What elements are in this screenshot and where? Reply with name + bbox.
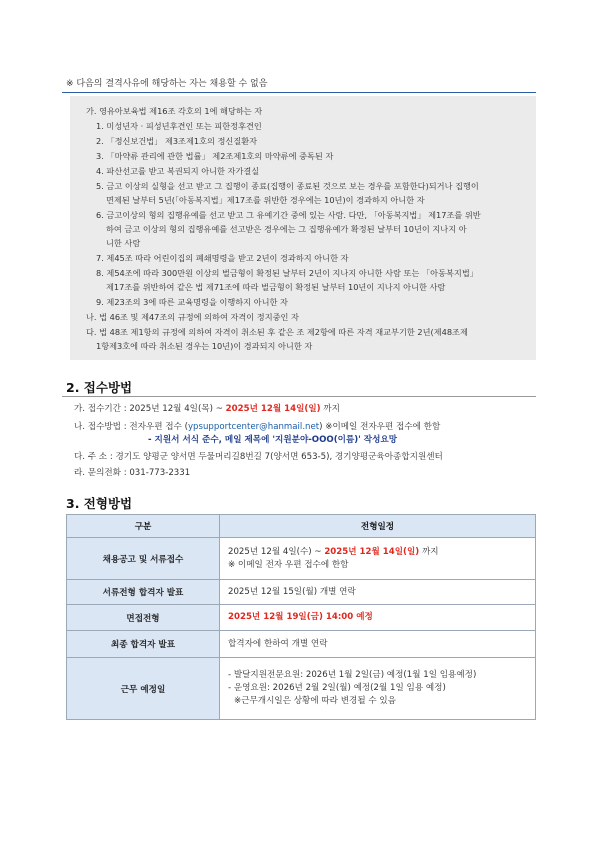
disqualify-line: 4. 파산선고를 받고 복권되지 아니한 자가결실 xyxy=(96,166,260,176)
disqualify-line: 면제된 날부터 5년(「아동복지법」제17조를 위반한 경우에는 10년)이 경과하지 아니한 자 xyxy=(106,195,425,205)
application-note: ※ 이메일 전자 우편 접수에 한함 xyxy=(228,559,349,570)
disqualify-line: 1항제3호에 따라 취소된 경우는 10년)이 경과되지 아니한 자 xyxy=(96,341,313,351)
table-row xyxy=(67,580,536,605)
disqualify-line: 7. 제45조 따라 어린이집의 폐쇄명령을 받고 2년이 경과하지 아니한 자 xyxy=(96,253,349,263)
receipt-period xyxy=(74,402,340,414)
disqualify-line: 제17조를 위반하여 같은 법 제71조에 따라 벌금형이 확정된 날부터 10년이 지나지 아니한 사람 xyxy=(106,282,446,292)
receipt-period-tail: 까지 xyxy=(320,404,340,414)
receipt-method-tail: ) ※이메일 전자우편 접수에 한함 xyxy=(319,422,441,432)
table-row xyxy=(67,538,536,580)
row-value-final-result: 합격자에 한하여 개별 연락 xyxy=(220,631,536,658)
start-date-line: - 운영요원: 2026년 2월 2일(월) 예정(2월 1일 임용 예정) xyxy=(228,683,446,693)
disqualify-line: 5. 금고 이상의 실형을 선고 받고 그 집행이 종료(집행이 종료된 것으로 보는 경우를 포함한다)되거나 집행이 xyxy=(96,181,479,191)
table-header-category: 구분 xyxy=(67,515,220,538)
application-tail: 까지 xyxy=(419,546,439,557)
disqualify-line: 가. 영유아보육법 제16조 각호의 1에 해당하는 자 xyxy=(86,106,263,116)
receipt-method xyxy=(74,420,440,432)
disqualify-line: 8. 제54조에 따라 300만원 이상의 벌금형이 확정된 날부터 2년이 지나지 아니한 사람 또는 「아동복지법」 xyxy=(96,268,478,278)
receipt-period-end: 2025년 12월 14일(일) xyxy=(225,404,321,414)
address: 다. 주 소 : 경기도 양평군 양서면 두물머리길8번길 7(양서면 653-5), 경기양평군육아종합지원센터 xyxy=(74,452,443,462)
top-divider xyxy=(62,92,536,93)
row-label-final-result: 최종 합격자 발표 xyxy=(67,631,220,658)
disqualify-line: 니한 사람 xyxy=(106,238,141,248)
disqualify-line: 다. 법 48조 제1항의 규정에 의하여 자격이 취소된 후 같은 조 제2항에 따른 자격 재교부기한 2년(제48조제 xyxy=(86,327,468,337)
row-label-start-date: 근무 예정일 xyxy=(67,658,220,720)
row-value-interview: 2025년 12월 19일(금) 14:00 예정 xyxy=(220,605,536,631)
disqualify-line: 9. 제23조의 3에 따른 교육명령을 이행하지 아니한 자 xyxy=(96,297,288,307)
disqualification-note: ※ 다음의 결격사유에 해당하는 자는 채용할 수 없음 xyxy=(66,79,268,89)
contact-phone: 라. 문의전화 : 031-773-2331 xyxy=(74,468,191,478)
disqualify-line: 하여 금고 이상의 형의 집행유예를 선고받은 경우에는 그 집행유예가 확정된 날부터 10년이 지나지 아 xyxy=(106,224,467,234)
application-end: 2025년 12월 14일(일) xyxy=(324,546,420,557)
table-row xyxy=(67,658,536,720)
row-label-application: 채용공고 및 서류접수 xyxy=(67,538,220,580)
table-header-schedule: 전형일정 xyxy=(220,515,536,538)
schedule-table xyxy=(66,514,536,720)
disqualify-line: 6. 금고이상의 형의 집행유예를 선고 받고 그 유예기간 중에 있는 사람. 다만, 「아동복지법」 제17조를 위반 xyxy=(96,210,481,220)
disqualification-box xyxy=(70,96,536,360)
table-header-row xyxy=(67,515,536,538)
application-period xyxy=(228,546,535,559)
row-label-doc-result: 서류전형 합격자 발표 xyxy=(67,580,220,605)
disqualify-line: 나. 법 46조 및 제47조의 규정에 의하여 자격이 정지중인 자 xyxy=(86,312,299,322)
row-label-interview: 면접전형 xyxy=(67,605,220,631)
row-value-application xyxy=(220,538,536,580)
section3-title: 3. 전형방법 xyxy=(66,496,133,511)
start-date-note: ※근무개시일은 상황에 따라 변경될 수 있음 xyxy=(234,696,396,706)
receipt-method-note: - 지원서 서식 준수, 메일 제목에 '지원분야-OOO(이름)' 작성요망 xyxy=(148,435,398,445)
table-row xyxy=(67,631,536,658)
application-start: 2025년 12월 4일(수) ~ xyxy=(228,546,325,557)
disqualify-line: 1. 미성년자 · 피성년후견인 또는 피한정후견인 xyxy=(96,121,262,131)
section2-title: 2. 접수방법 xyxy=(66,380,133,395)
disqualify-line: 3. 「마약류 관리에 관한 법률」 제2조제1호의 마약류에 중독된 자 xyxy=(96,151,334,161)
receipt-period-start: 2025년 12월 4일(목) ~ xyxy=(129,404,226,414)
start-date-line: - 발달지원전문요원: 2026년 1월 2일(금) 예정(1월 1일 임용예정) xyxy=(228,670,477,680)
disqualify-line: 2. 「정신보건법」 제3조제1호의 정신질환자 xyxy=(96,136,258,146)
row-value-start-date xyxy=(220,658,536,720)
row-value-doc-result: 2025년 12월 15일(월) 개별 연락 xyxy=(220,580,536,605)
table-row xyxy=(67,605,536,631)
receipt-email[interactable]: ypsupportcenter@hanmail.net xyxy=(187,422,320,432)
receipt-method-label: 나. 접수방법 : 전자우편 접수 ( xyxy=(74,422,188,432)
receipt-period-label: 가. 접수기간 : xyxy=(74,404,130,414)
section2-divider xyxy=(62,396,536,397)
